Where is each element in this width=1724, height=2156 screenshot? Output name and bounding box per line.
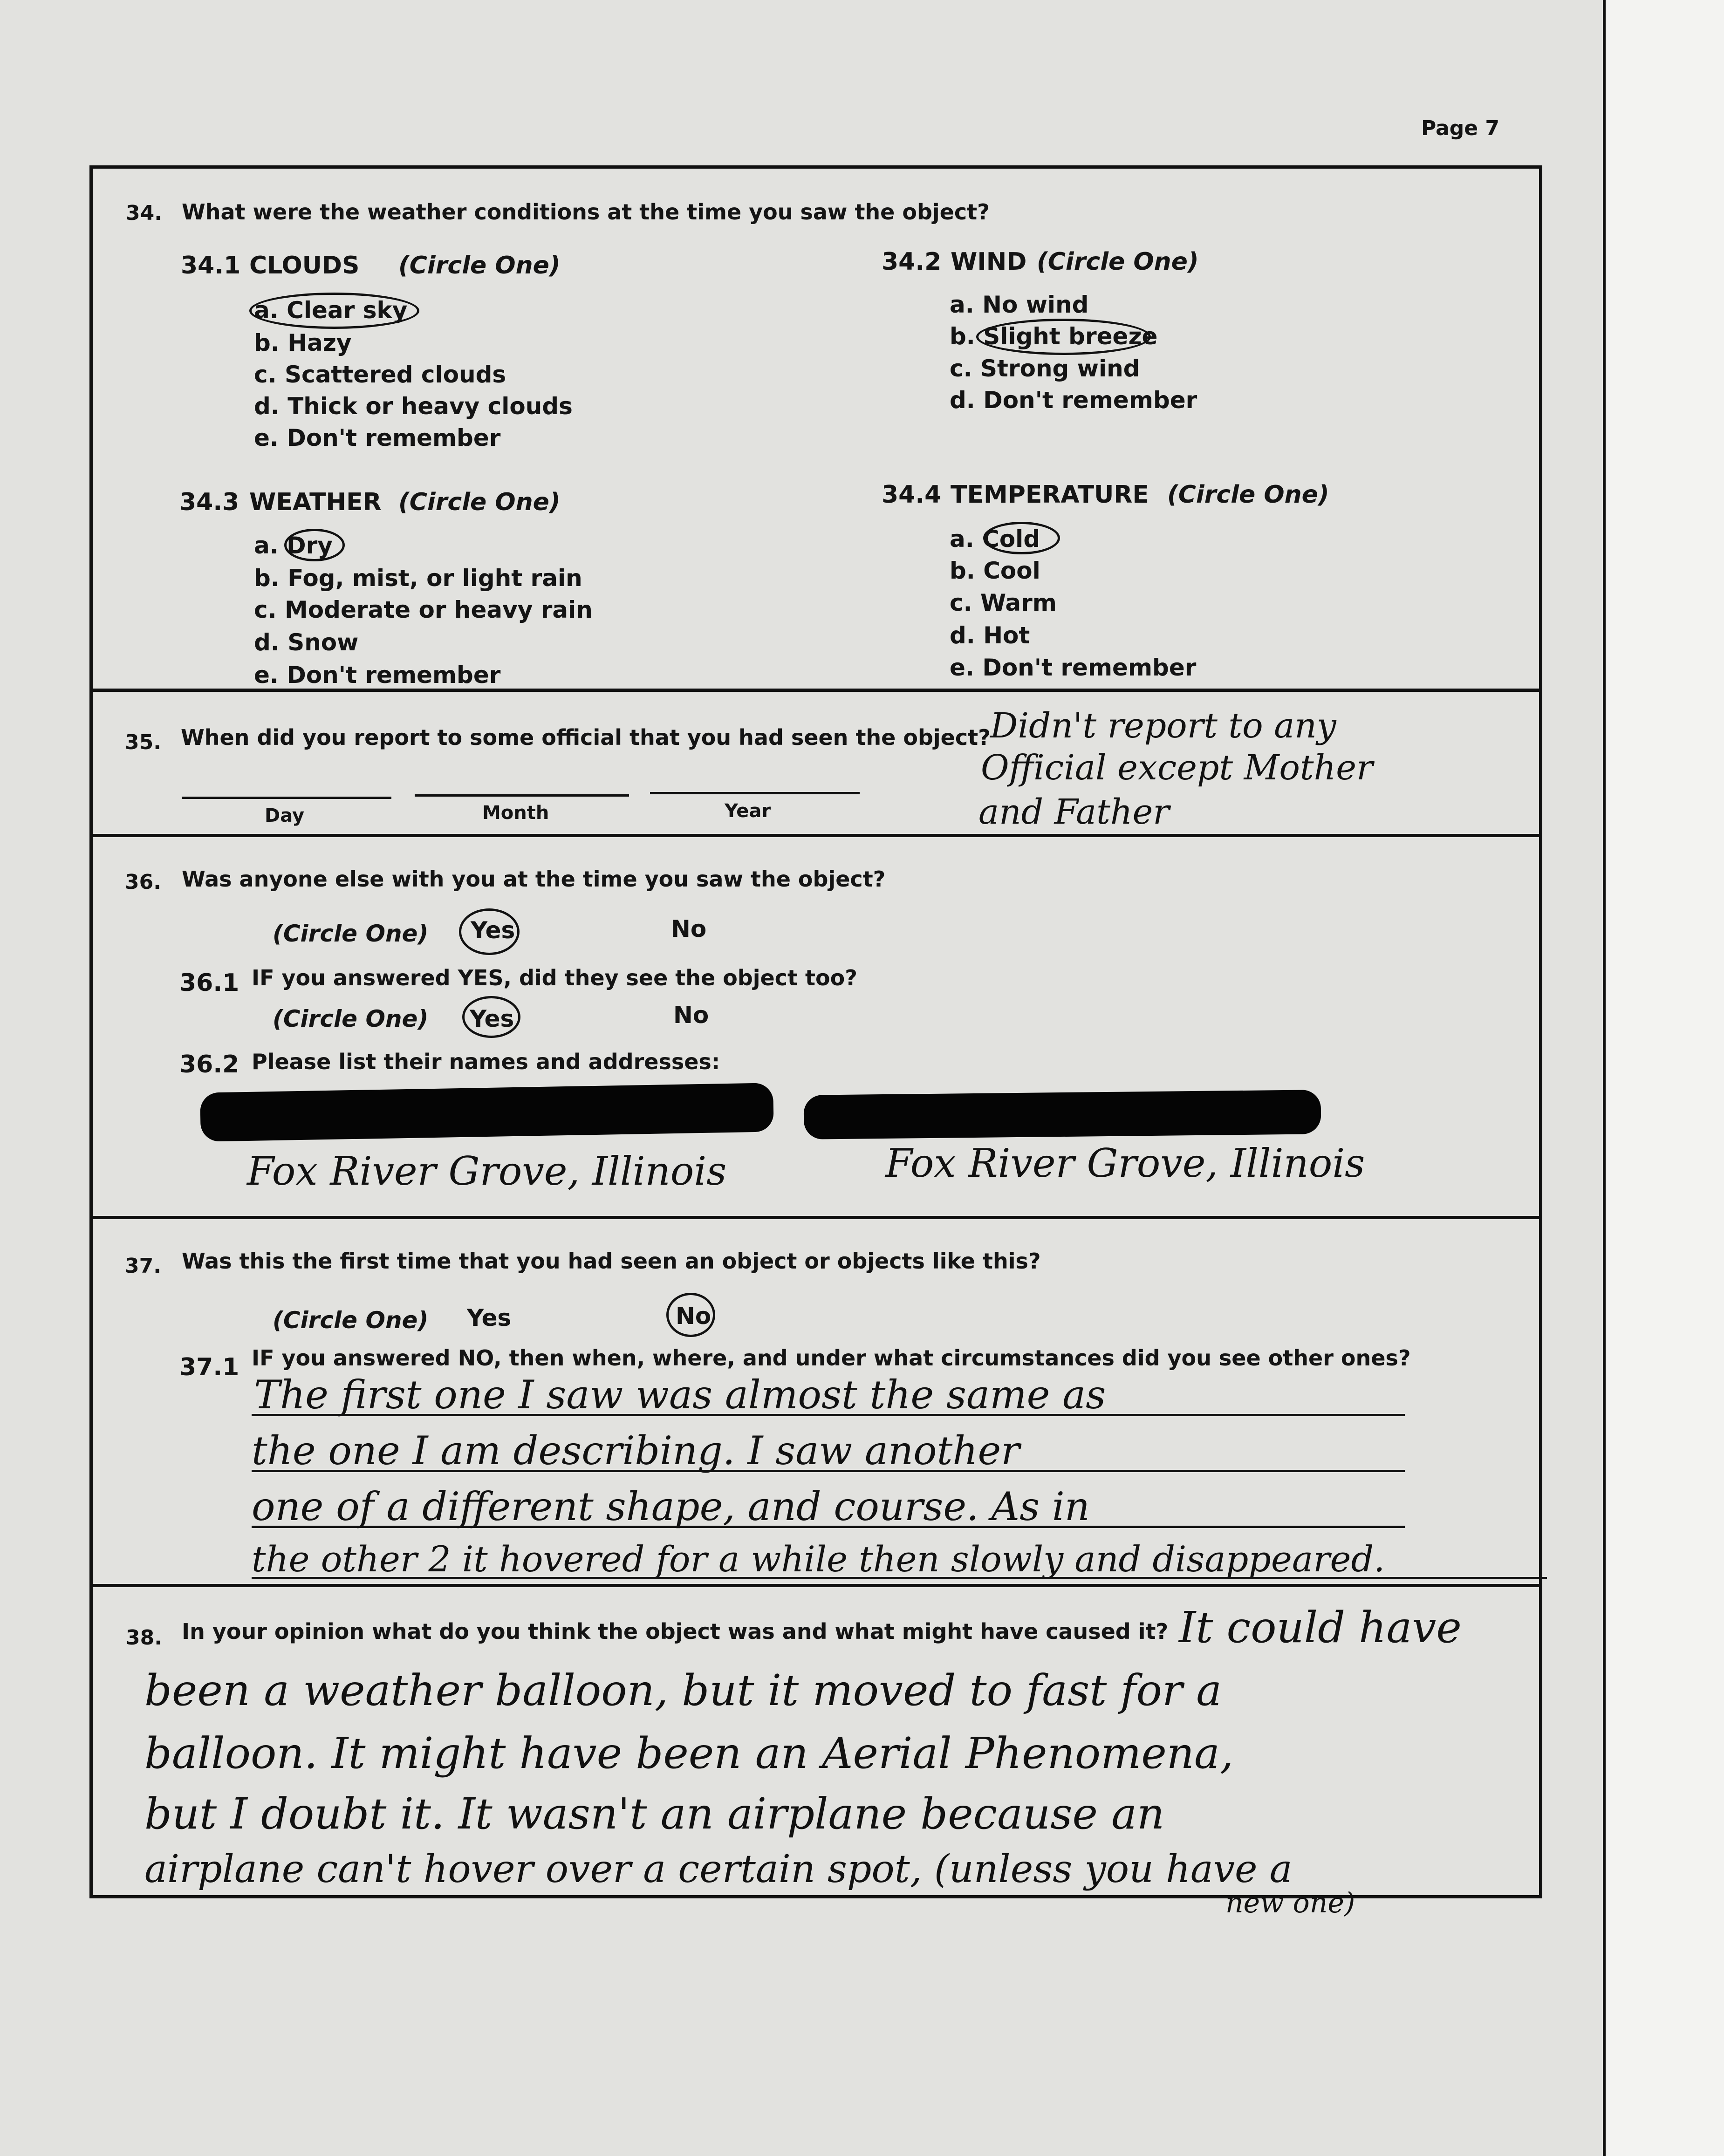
option-thick-clouds[interactable]: d. Thick or heavy clouds (254, 393, 573, 420)
redaction-bar (804, 1090, 1321, 1139)
handwritten-answer: new one) (1225, 1887, 1355, 1919)
answer-circle-mark (249, 293, 419, 329)
handwritten-answer: the one I am describing. I saw another (252, 1428, 1020, 1474)
section-divider (89, 834, 1542, 837)
page-number: Page 7 (1421, 116, 1500, 140)
question-number: 35. (125, 730, 161, 754)
option-no[interactable]: No (673, 1002, 709, 1029)
circle-one-instruction: (Circle One) (398, 488, 561, 516)
option-warm[interactable]: c. Warm (950, 589, 1057, 616)
option-yes[interactable]: Yes (471, 917, 515, 944)
circle-one-instruction: (Circle One) (1037, 248, 1199, 276)
day-line (182, 797, 391, 799)
handwritten-answer: and Father (978, 792, 1170, 832)
option-hazy[interactable]: b. Hazy (254, 329, 352, 356)
option-strong-wind[interactable]: c. Strong wind (950, 355, 1140, 382)
option-yes[interactable]: Yes (467, 1304, 512, 1331)
option-moderate-heavy-rain[interactable]: c. Moderate or heavy rain (254, 596, 593, 623)
subquestion-number: 34.2 (882, 248, 942, 276)
circle-one-instruction: (Circle One) (273, 1005, 429, 1032)
question-text: What were the weather conditions at the time you saw the object? (182, 199, 990, 225)
subquestion-number: 34.3 (179, 488, 239, 516)
question-number: 34. (126, 201, 162, 225)
year-label: Year (725, 800, 771, 822)
handwritten-answer: the other 2 it hovered for a while then slowly and disappeared. (252, 1538, 1385, 1580)
subquestion-number: 34.1 (181, 252, 241, 280)
answer-circle-mark (284, 529, 345, 561)
wind-title: WIND (951, 248, 1027, 276)
subquestion-text: Please list their names and addresses: (252, 1049, 720, 1074)
subquestion-number: 36.1 (179, 969, 239, 997)
handwritten-answer: It could have (1179, 1603, 1462, 1652)
answer-circle-mark (983, 522, 1060, 554)
option-slight-breeze[interactable]: b. Slight breeze (950, 323, 1158, 350)
handwritten-address: Fox River Grove, Illinois (885, 1140, 1365, 1186)
option-yes[interactable]: Yes (470, 1005, 514, 1032)
day-label: Day (265, 805, 305, 826)
handwritten-answer: one of a different shape, and course. As in (252, 1484, 1090, 1529)
handwritten-answer: Official except Mother (981, 748, 1373, 788)
answer-circle-mark (666, 1293, 715, 1337)
handwritten-answer: balloon. It might have been an Aerial Phenomena, (144, 1728, 1234, 1778)
subquestion-number: 36.2 (179, 1051, 239, 1078)
option-clear-sky[interactable]: a. Clear sky (254, 297, 408, 324)
year-line (650, 792, 860, 794)
answer-circle-mark (976, 319, 1151, 355)
option-no[interactable]: No (676, 1303, 711, 1330)
month-label: Month (482, 802, 549, 824)
question-number: 37. (125, 1254, 161, 1278)
circle-one-instruction: (Circle One) (273, 1307, 429, 1334)
handwritten-answer: been a weather balloon, but it moved to fast for a (144, 1665, 1222, 1715)
option-dont-remember[interactable]: d. Don't remember (950, 387, 1197, 414)
option-no-wind[interactable]: a. No wind (950, 291, 1089, 318)
handwritten-answer: Didn't report to any (990, 706, 1336, 746)
answer-circle-mark (462, 996, 520, 1038)
handwritten-address: Fox River Grove, Illinois (247, 1148, 727, 1194)
option-hot[interactable]: d. Hot (950, 622, 1030, 649)
redaction-bar (200, 1083, 774, 1141)
subquestion-number: 34.4 (882, 481, 942, 509)
section-divider (89, 689, 1542, 692)
option-no[interactable]: No (671, 915, 707, 942)
question-text: Was anyone else with you at the time you saw the object? (182, 866, 886, 892)
clouds-title: CLOUDS (249, 252, 360, 280)
circle-one-instruction: (Circle One) (273, 920, 429, 947)
temperature-title: TEMPERATURE (951, 481, 1149, 509)
subquestion-text: IF you answered YES, did they see the object too? (252, 965, 857, 990)
option-dont-remember[interactable]: e. Don't remember (254, 424, 501, 451)
option-fog-mist-light-rain[interactable]: b. Fog, mist, or light rain (254, 565, 582, 592)
weather-title: WEATHER (249, 488, 382, 516)
subquestion-number: 37.1 (179, 1353, 239, 1381)
circle-one-instruction: (Circle One) (398, 252, 561, 280)
question-number: 36. (125, 870, 161, 894)
option-dont-remember[interactable]: e. Don't remember (950, 654, 1197, 681)
option-cold[interactable]: a. Cold (950, 525, 1040, 553)
option-snow[interactable]: d. Snow (254, 629, 359, 656)
month-line (415, 794, 629, 797)
question-text: In your opinion what do you think the object was and what might have caused it? (182, 1619, 1169, 1644)
scan-edge (1603, 0, 1724, 2156)
section-divider (89, 1584, 1542, 1587)
section-divider (89, 1216, 1542, 1219)
answer-circle-mark (459, 908, 520, 955)
circle-one-instruction: (Circle One) (1167, 481, 1329, 509)
question-text: When did you report to some official that you had seen the object? (181, 725, 991, 750)
subquestion-text: IF you answered NO, then when, where, and under what circumstances did you see other ones? (252, 1345, 1411, 1371)
question-text: Was this the first time that you had seen an object or objects like this? (182, 1249, 1041, 1274)
option-dry[interactable]: a. Dry (254, 532, 333, 559)
option-dont-remember[interactable]: e. Don't remember (254, 662, 501, 689)
handwritten-answer: The first one I saw was almost the same as (254, 1372, 1106, 1418)
option-cool[interactable]: b. Cool (950, 557, 1040, 584)
handwritten-answer: airplane can't hover over a certain spot, (unless you have a (144, 1847, 1293, 1891)
handwritten-answer: but I doubt it. It wasn't an airplane because an (144, 1789, 1165, 1839)
question-number: 38. (126, 1626, 162, 1650)
option-scattered-clouds[interactable]: c. Scattered clouds (254, 361, 506, 388)
